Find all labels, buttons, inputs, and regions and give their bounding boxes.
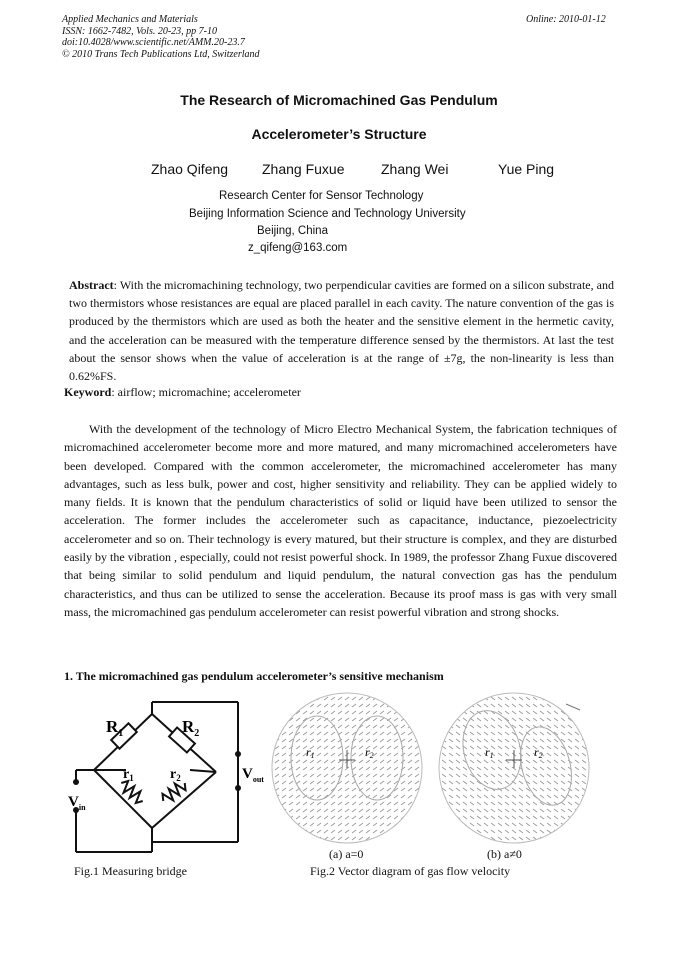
vec-b-label-r1: r1 (485, 745, 494, 760)
label-thermistor-r1: $r_1$ (123, 767, 134, 783)
fig2-caption: Fig.2 Vector diagram of gas flow velocity (310, 864, 511, 878)
paper-title-line2: Accelerometer’s Structure (251, 126, 427, 142)
online-date: Online: 2010-01-12 (526, 14, 606, 25)
doi-line: doi:10.4028/www.scientific.net/AMM.20-23.7 (62, 37, 245, 48)
label-r2: $R_2$ (182, 717, 200, 739)
subcaption-b: (b) a≠0 (487, 847, 522, 861)
label-thermistor-r2: $r_2$ (170, 767, 181, 783)
vec-b-label-r2: r2 (534, 745, 543, 760)
thermistor-r2-zigzag (159, 778, 188, 805)
fig1-caption: Fig.1 Measuring bridge (74, 864, 187, 878)
vector-diagram-a (267, 688, 427, 848)
label-r1: $R_1$ (106, 717, 124, 739)
copyright-line: © 2010 Trans Tech Publications Ltd, Switzerland (62, 48, 260, 60)
author-4: Yue Ping (498, 161, 555, 177)
section-heading: 1. The micromachined gas pendulum accelerometer’s sensitive mechanism (64, 669, 444, 683)
vec-a-label-r1: r1 (306, 745, 315, 760)
vec-a-label-r2: r2 (365, 745, 374, 760)
affiliation-city: Beijing, China (257, 225, 328, 237)
journal-name: Applied Mechanics and Materials (62, 14, 198, 25)
subcaption-a: (a) a=0 (329, 847, 364, 861)
paper-title-line1: The Research of Micromachined Gas Pendulum (180, 92, 498, 108)
intro-paragraph: With the development of the technology of Micro Electro Mechanical System, the fabrication techniques of micromachined accelerometer become more and more matured, and many micromachined accelerometers have been developed. Compared with the common accelerometer, the micromachined accelerometer has many advantages, such as less bulk, power and cost, higher sensitivity and reliability. They can be applied widely to many fields. It is known that the pendulum characteristics of solid or liquid have been utilized to sensor the acceleration. The former includes the accelerometer such as capacitance, inductance, piezoelectricity accelerometer and so on. Their technology is every matured, but their structure is complex, and they are disturbed easily by the vibration , especially, could not resist powerful shock. In 1989, the professor Zhang Fuxue discovered that being similar to solid pendulum and liquid pendulum, the natural convection gas has the pendulum characteristics, and thus can be utilized to sense the acceleration. Because its proof mass is gas with very small mass, the micromachined gas pendulum accelerometer can resist powerful vibration and strong shocks. (64, 422, 617, 619)
vector-diagram-b (434, 688, 594, 848)
author-email: z_qifeng@163.com (248, 242, 348, 254)
keyword-label: Keyword (64, 385, 112, 399)
label-vout: $V_{out}$ (242, 766, 264, 784)
affiliation-center: Research Center for Sensor Technology (219, 190, 424, 202)
abstract-label: Abstract (69, 278, 114, 292)
abstract-text: : With the micromachining technology, two perpendicular cavities are formed on a silicon substrate, and two thermistors whose resistances are equal are placed parallel in each cavity. The nature convention of the gas is produced by the thermistors which are used as both the heater and the sensitive element in the hermetic cavity, and the acceleration can be measured with the temperature difference sensed by the thermistors. At last the test about the sensor shows when the value of acceleration is at the range of ±7g, the non-linearity is less than 0.62%FS. (69, 278, 614, 384)
label-vin: $V_{in}$ (68, 794, 86, 812)
affiliation-university: Beijing Information Science and Technology University (189, 208, 466, 220)
measuring-bridge-figure (66, 692, 271, 860)
journal-header (62, 14, 260, 60)
issn-line: ISSN: 1662-7482, Vols. 20-23, pp 7-10 (62, 25, 217, 37)
author-2: Zhang Fuxue (262, 161, 345, 177)
keywords (64, 385, 301, 400)
author-1: Zhao Qifeng (151, 161, 229, 177)
author-3: Zhang Wei (381, 161, 449, 177)
keyword-text: : airflow; micromachine; accelerometer (111, 385, 301, 399)
abstract (69, 276, 614, 385)
